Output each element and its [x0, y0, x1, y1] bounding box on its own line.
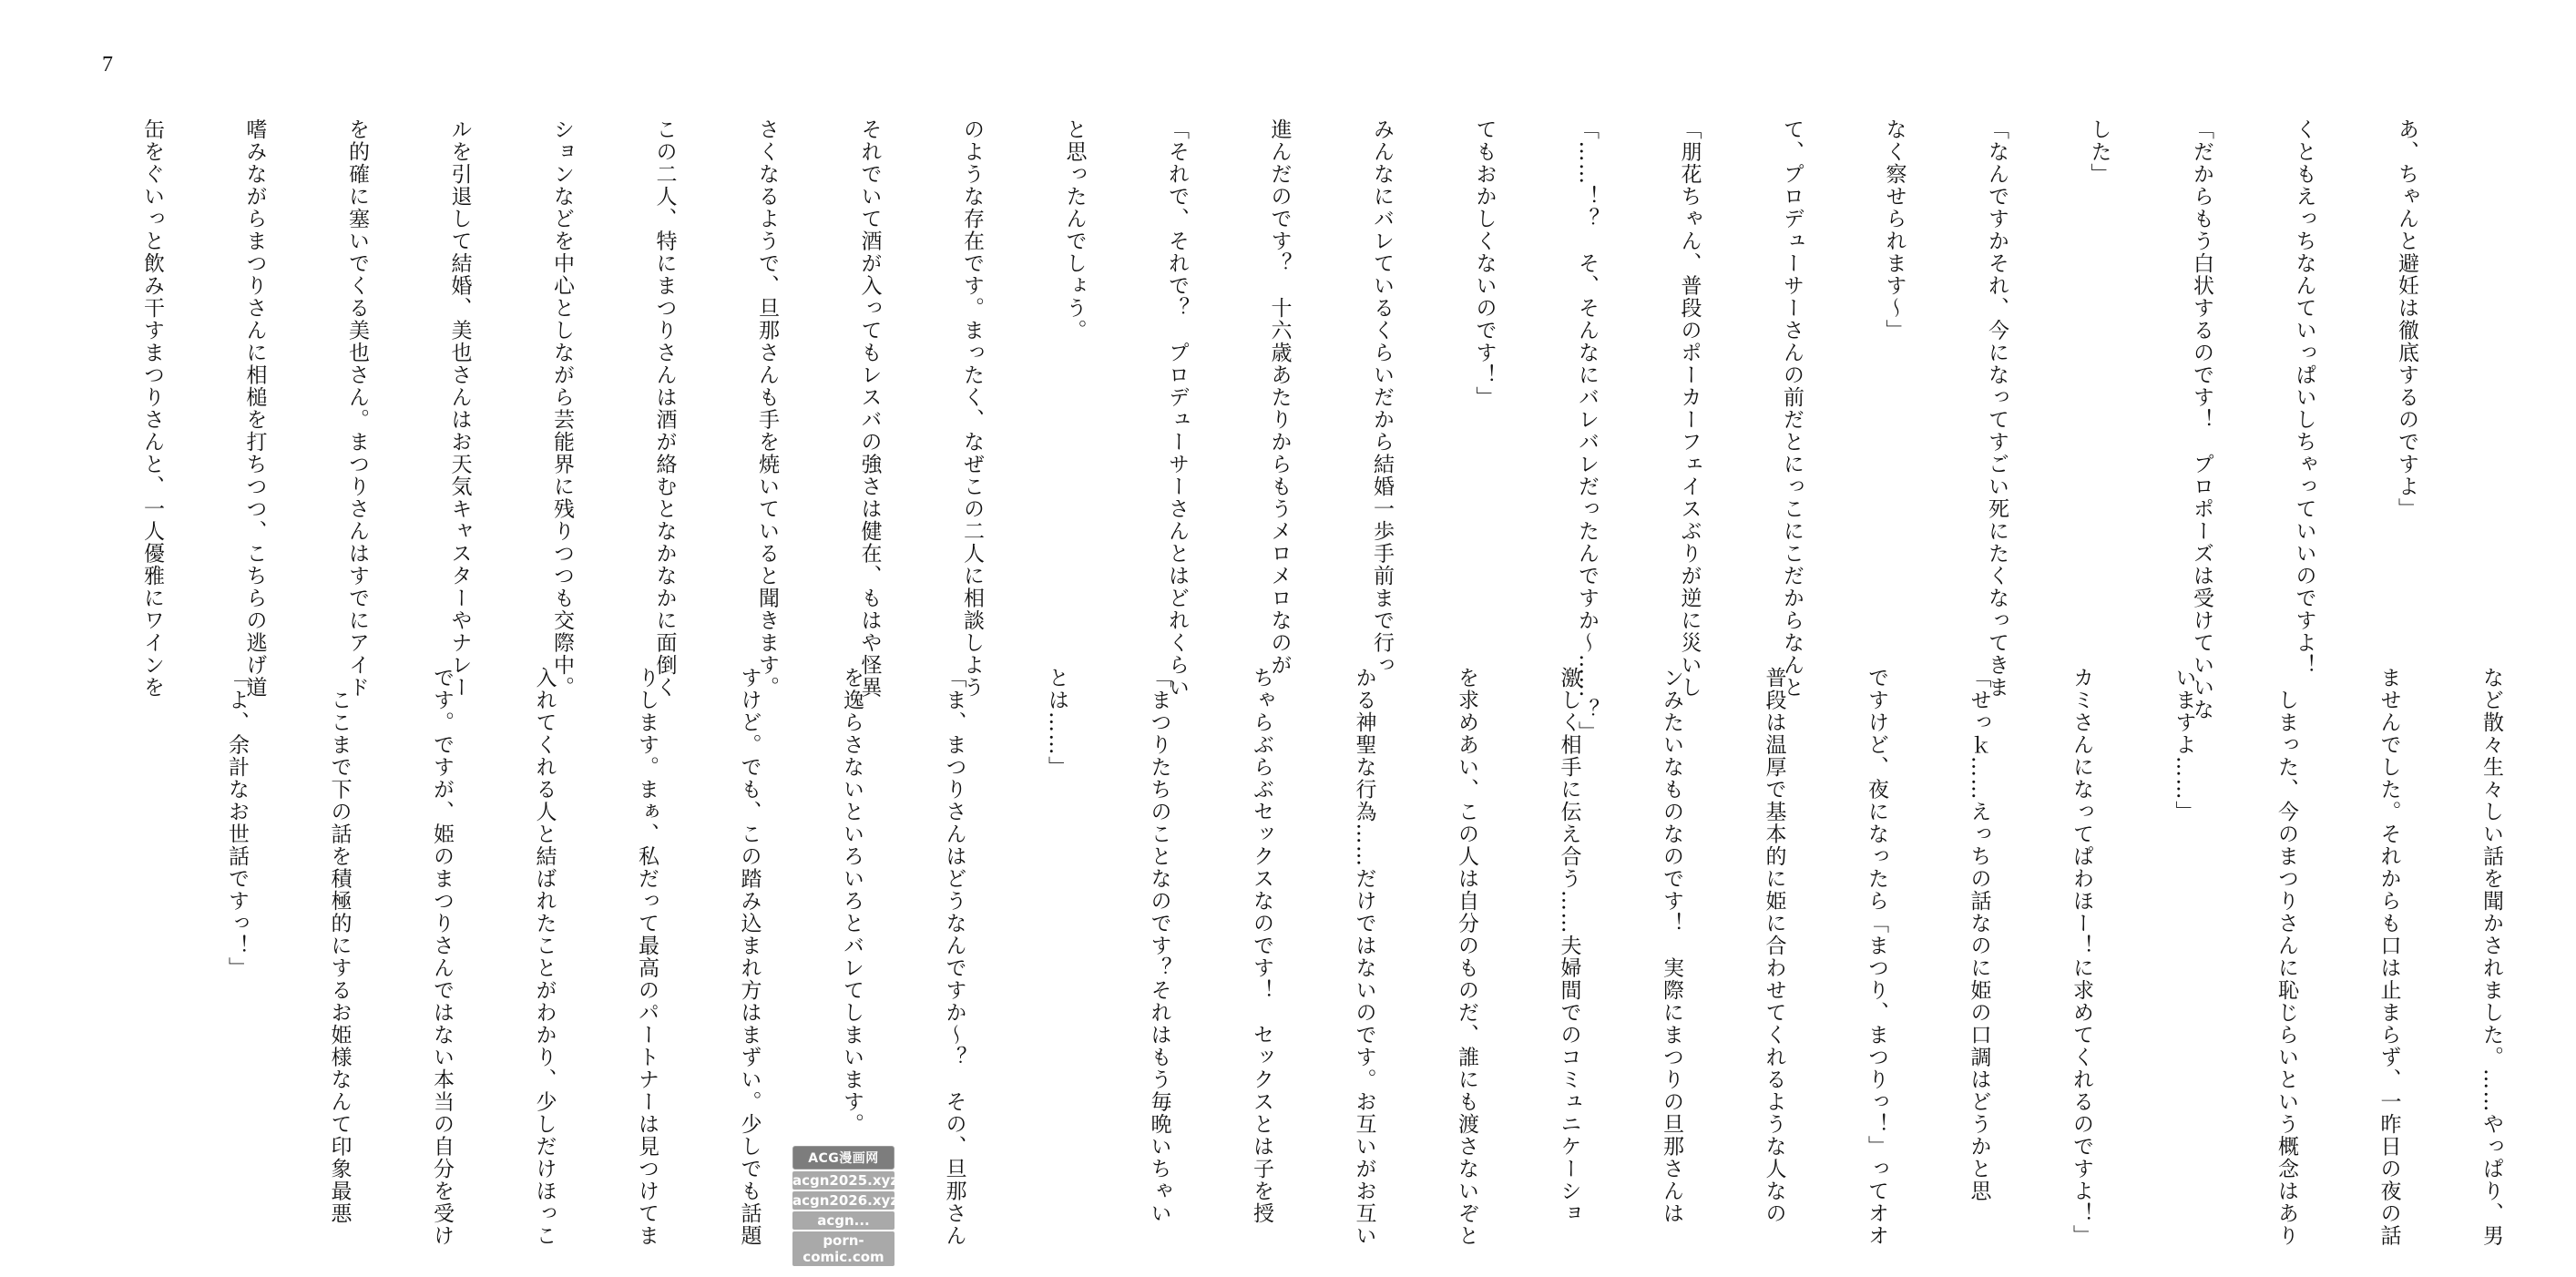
- text-column: 「だからもう白状するのです！ プロポーズは受けていいな: [2190, 118, 2213, 721]
- text-column: 「ま、まつりさんはどうなんですか〜？ その、旦那さん: [942, 667, 966, 1247]
- watermark-logo: ACG漫画网: [792, 1146, 894, 1170]
- text-column: みんなにバレているくらいだから結婚一歩手前まで行っ: [1370, 118, 1394, 677]
- watermark-url: porn-comic.com: [792, 1231, 894, 1266]
- text-column: すけど。でも、この踏み込まれ方はまずい。少しでも話題: [737, 667, 762, 1247]
- text-column: あ、ちゃんと避妊は徹底するのですよ」: [2395, 118, 2418, 520]
- site-watermark: [792, 1146, 899, 1266]
- watermark-url: acgn2025.xyz: [792, 1172, 899, 1189]
- text-column: ですけど、夜になったら「まつり、まつりっ！」ってオオ: [1865, 667, 1888, 1247]
- text-column: て、プロデューサーさんの前だとにっこにこだからなんと: [1780, 118, 1804, 699]
- text-column: かる神聖な行為……だけではないのです。お互いがお互い: [1352, 667, 1376, 1247]
- text-column: ションなどを中心としながら芸能界に残りつつも交際中。: [550, 118, 574, 699]
- text-column: てもおかしくないのです！」: [1472, 118, 1497, 409]
- text-column: と思ったんでしょう。: [1062, 118, 1087, 342]
- text-column: 嗜みながらまつりさんに相槌を打ちつつ、こちらの逃げ道: [242, 118, 267, 699]
- text-column: 進んだのです？ 十六歳あたりからもうメロメロなのが: [1267, 118, 1292, 677]
- text-column: を的確に塞いでくる美也さん。まつりさんはすでにアイド: [345, 118, 369, 699]
- text-block-top: [100, 118, 2491, 743]
- text-column: 缶をぐいっと飲み干すまつりさんと、一人優雅にワインを: [140, 118, 164, 699]
- text-column: ンみたいなものなのです！ 実際にまつりの旦那さんは: [1660, 667, 1683, 1225]
- text-column: ルを引退して結婚、美也さんはお天気キャスターやナレー: [447, 118, 472, 699]
- text-column: を逸らさないといろいろとバレてしまいます。: [840, 667, 864, 1136]
- text-column: くともえっちなんていっぱいしちゃっていいのですよ！: [2292, 118, 2316, 677]
- text-column: しまった、今のまつりさんに恥じらいという概念はあり: [2274, 667, 2298, 1247]
- page-number: 7: [102, 53, 113, 77]
- watermark-url: acgn...: [792, 1211, 894, 1230]
- text-column: ちゃらぶらぶセックスなのです！ セックスとは子を授: [1250, 667, 1273, 1225]
- text-column: りします。まぁ、私だって最高のパートナーは見つけてま: [635, 667, 659, 1247]
- text-column: いますよ……」: [2172, 667, 2196, 823]
- text-column: それでいて酒が入ってもレスバの強さは健在、もはや怪異: [857, 118, 882, 699]
- text-column: 普段は温厚で基本的に姫に合わせてくれるような人なの: [1762, 667, 1786, 1225]
- text-column: など散々生々しい話を聞かされました。……やっぱり、男: [2479, 667, 2503, 1247]
- text-column: を求めあい、この人は自分のものだ、誰にも渡さないぞと: [1455, 667, 1478, 1247]
- text-column: 「それで、それで？ プロデューサーさんとはどれくらい: [1165, 118, 1189, 699]
- text-column: 「なんですかそれ、今になってすごい死にたくなってきま: [1985, 118, 2009, 699]
- text-column: 「まつりたちのことなのです？それはもう毎晩いちゃい: [1147, 667, 1171, 1225]
- text-column: なく察せられます〜」: [1882, 118, 1906, 342]
- text-column: 激しく相手に伝え合う……夫婦間でのコミュニケーショ: [1557, 667, 1581, 1225]
- text-column: のような存在です。まったく、なぜこの二人に相談しよう: [960, 118, 984, 699]
- text-column: 「よ、余計なお世話ですっ！」: [225, 667, 249, 979]
- text-column: 「朋花ちゃん、普段のポーカーフェイスぶりが逆に災いし: [1677, 118, 1702, 699]
- text-column: 入れてくれる人と結ばれたことがわかり、少しだけほっこ: [532, 667, 557, 1247]
- text-column: です。ですが、姫のまつりさんではない本当の自分を受け: [430, 667, 454, 1247]
- text-column: ませんでした。それからも口は止まらず、一昨日の夜の話: [2377, 667, 2401, 1247]
- text-column: した」: [2087, 118, 2111, 186]
- text-column: カミさんになってぱわほー！に求めてくれるのですよ！」: [2070, 667, 2093, 1247]
- text-column: さくなるようで、旦那さんも手を焼いていると聞きます。: [755, 118, 779, 699]
- text-column: 「……！？ そ、そんなにバレバレだったんですか〜……？」: [1575, 118, 1599, 743]
- text-column: とは……」: [1045, 667, 1068, 779]
- watermark-url: acgn2026.xyz: [792, 1192, 899, 1209]
- text-column: 「せっｋ……えっちの話なのに姫の口調はどうかと思: [1967, 667, 1991, 1202]
- text-column: ここまで下の話を積極的にするお姫様なんて印象最悪: [327, 667, 352, 1225]
- text-column: この二人、特にまつりさんは酒が絡むとなかなかに面倒く: [652, 118, 677, 699]
